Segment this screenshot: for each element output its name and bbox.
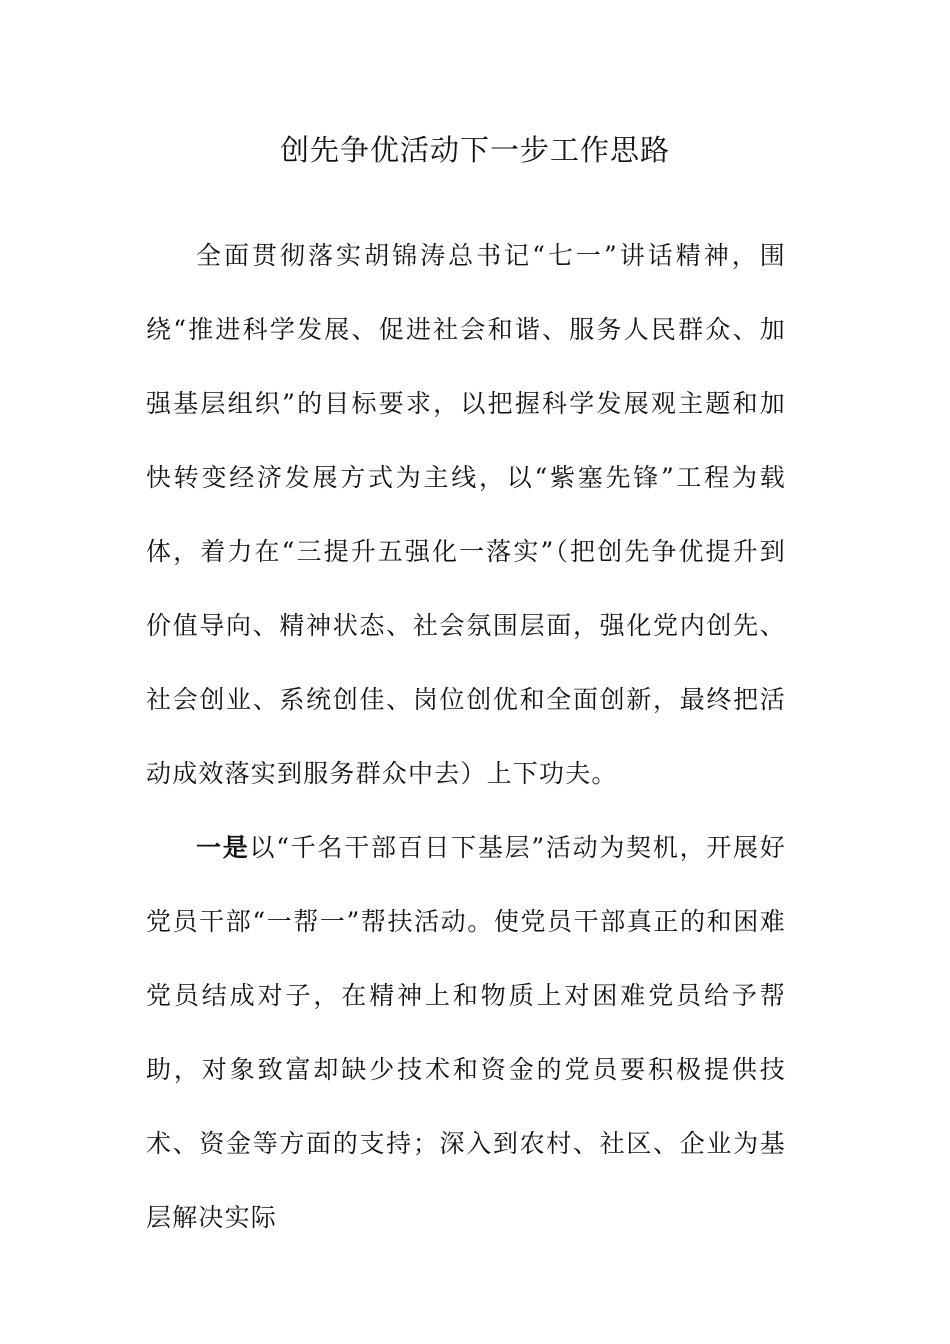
- document-body: [146, 219, 786, 1255]
- paragraph-text: 以“千名干部百日下基层”活动为契机，开展好党员干部“一帮一”帮扶活动。使党员干部真正的和困难党员结成对子，在精神上和物质上对困难党员给予帮助，对象致富却缺少技术和资金的党员要积极提供技术、资金等方面的支持；深入到农村、社区、企业为基层解决实际: [146, 833, 787, 1232]
- paragraph-point-one: [146, 811, 786, 1255]
- paragraph-intro: [146, 219, 786, 811]
- paragraph-text: 全面贯彻落实胡锦涛总书记“七一”讲话精神，围绕“推进科学发展、促进社会和谐、服务人民群众、加强基层组织”的目标要求，以把握科学发展观主题和加快转变经济发展方式为主线，以“紫塞先锋”工程为载体，着力在“三提升五强化一落实”（把创先争优提升到价值导向、精神状态、社会氛围层面，强化党内创先、社会创业、系统创佳、岗位创优和全面创新，最终把活动成效落实到服务群众中去）上下功夫。: [146, 241, 786, 788]
- paragraph-lead-bold: 一是: [196, 833, 250, 862]
- document-title: 创先争优活动下一步工作思路: [279, 133, 670, 167]
